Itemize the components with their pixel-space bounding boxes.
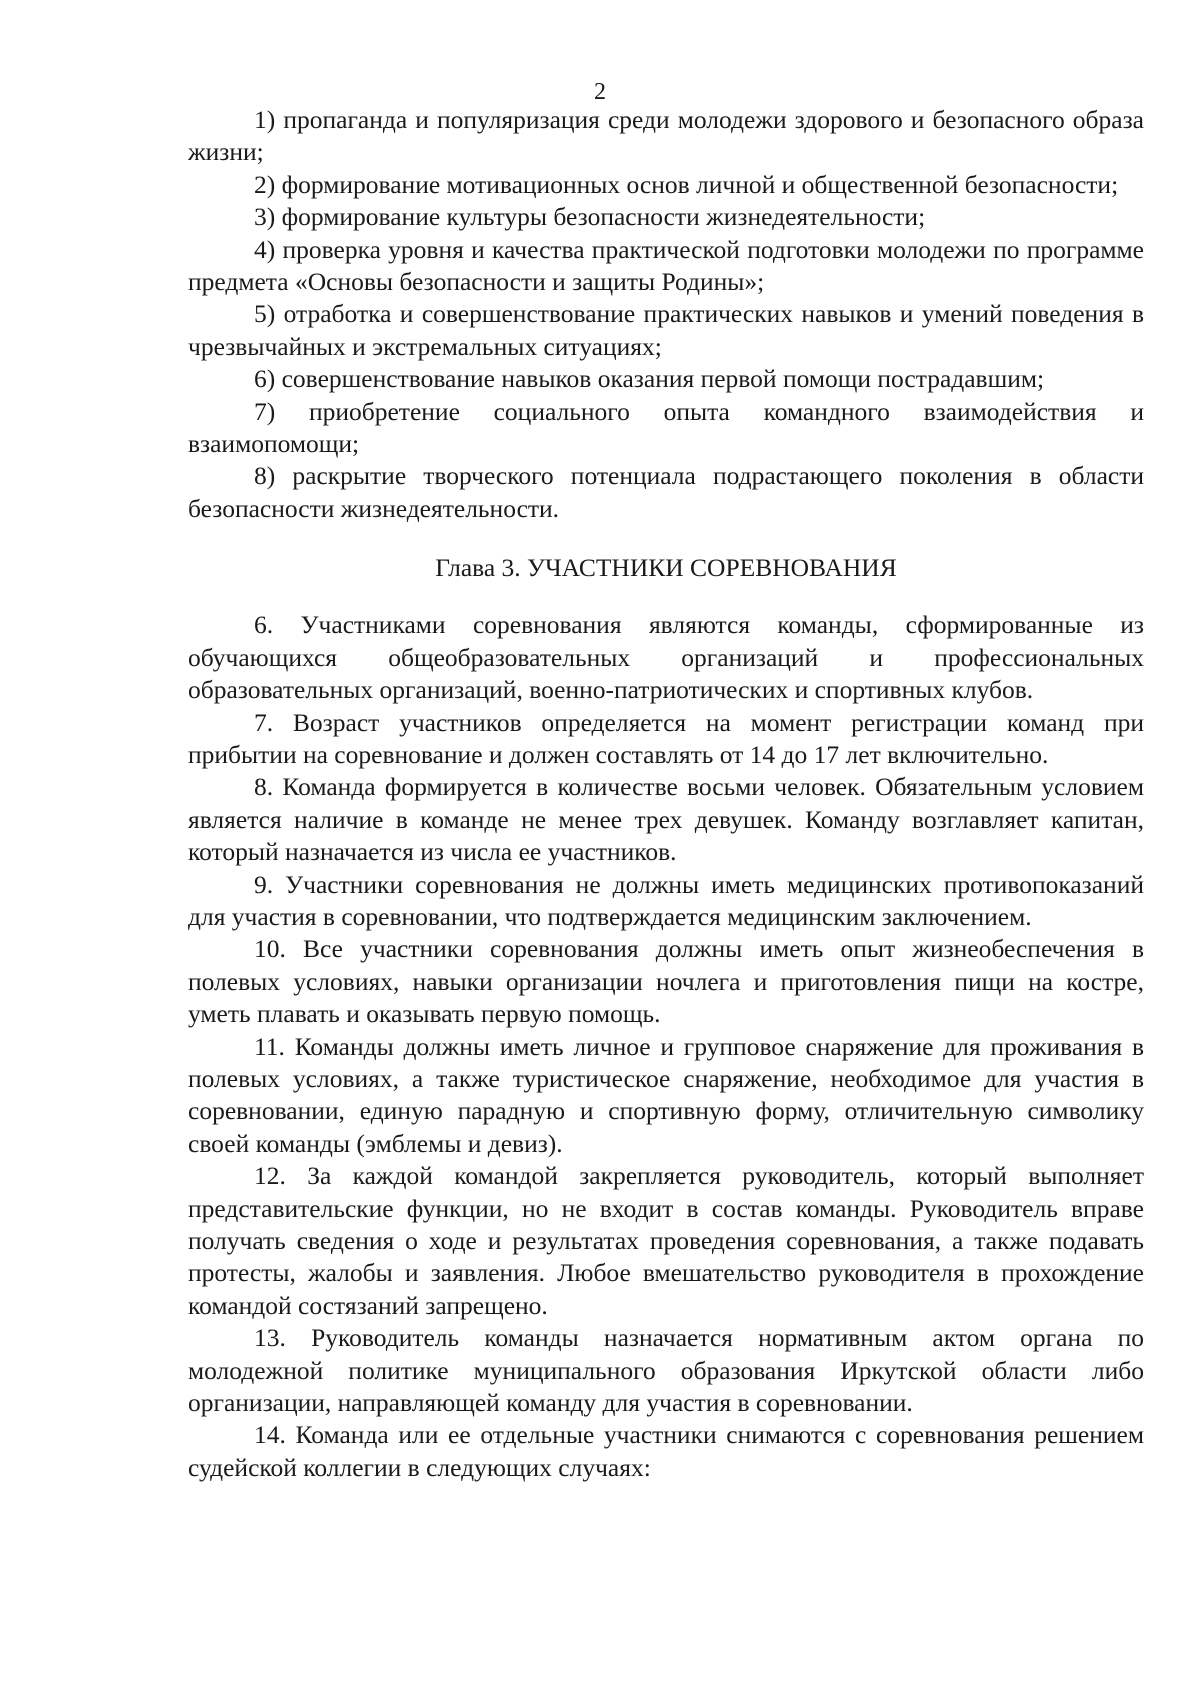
goal-item-1: 1) пропаганда и популяризация среди молодежи здорового и безопасного образа жизни; [188, 105, 1144, 167]
goal-item-8: 8) раскрытие творческого потенциала подрастающего поколения в области безопасности жизнедеятельности. [188, 461, 1144, 523]
goal-item-6: 6) совершенствование навыков оказания первой помощи пострадавшим; [254, 364, 1045, 394]
page-number: 2 [594, 79, 606, 105]
goal-item-3: 3) формирование культуры безопасности жизнедеятельности; [254, 202, 926, 232]
clause-13: 13. Руководитель команды назначается нормативным актом органа по молодежной политике муниципального образования Иркутской области либо организации, направляющей команду для участия в соревновании. [188, 1323, 1144, 1418]
chapter-title: Глава 3. УЧАСТНИКИ СОРЕВНОВАНИЯ [435, 553, 897, 583]
goal-item-7: 7) приобретение социального опыта командного взаимодействия и взаимопомощи; [188, 396, 1144, 459]
clause-10: 10. Все участники соревнования должны иметь опыт жизнеобеспечения в полевых условиях, навыки организации ночлега и приготовления пищи на костре, уметь плавать и оказывать первую помощь. [188, 934, 1144, 1029]
goal-item-4: 4) проверка уровня и качества практической подготовки молодежи по программе предмета «Основы безопасности и защиты Родины»; [188, 234, 1144, 297]
clause-12: 12. За каждой командой закрепляется руководитель, который выполняет представительские функции, но не входит в состав команды. Руководитель вправе получать сведения о ходе и результатах проведения соревнования, а также подавать протесты, жалобы и заявления. Любое вмешательство руководителя в прохождение командой состязаний запрещено. [188, 1161, 1144, 1320]
clause-6: 6. Участниками соревнования являются команды, сформированные из обучающихся общеобразовательных организаций и профессиональных образовательных организаций, военно-патриотических и спортивных клубов. [188, 610, 1144, 705]
clause-9: 9. Участники соревнования не должны иметь медицинских противопоказаний для участия в соревновании, что подтверждается медицинским заключением. [188, 869, 1144, 931]
clause-7: 7. Возраст участников определяется на момент регистрации команд при прибытии на соревнование и должен составлять от 14 до 17 лет включительно. [188, 707, 1144, 769]
goal-item-5: 5) отработка и совершенствование практических навыков и умений поведения в чрезвычайных и экстремальных ситуациях; [188, 299, 1144, 361]
clause-14: 14. Команда или ее отдельные участники снимаются с соревнования решением судейской коллегии в следующих случаях: [188, 1420, 1144, 1482]
clause-11: 11. Команды должны иметь личное и групповое снаряжение для проживания в полевых условиях, а также туристическое снаряжение, необходимое для участия в соревновании, единую парадную и спортивную форму, отличительную символику своей команды (эмблемы и девиз). [188, 1031, 1144, 1158]
clause-8: 8. Команда формируется в количестве восьми человек. Обязательным условием является наличие в команде не менее трех девушек. Команду возглавляет капитан, который назначается из числа ее участников. [188, 772, 1144, 867]
goal-item-2: 2) формирование мотивационных основ личной и общественной безопасности; [254, 169, 1119, 199]
document-body [188, 104, 1144, 1484]
